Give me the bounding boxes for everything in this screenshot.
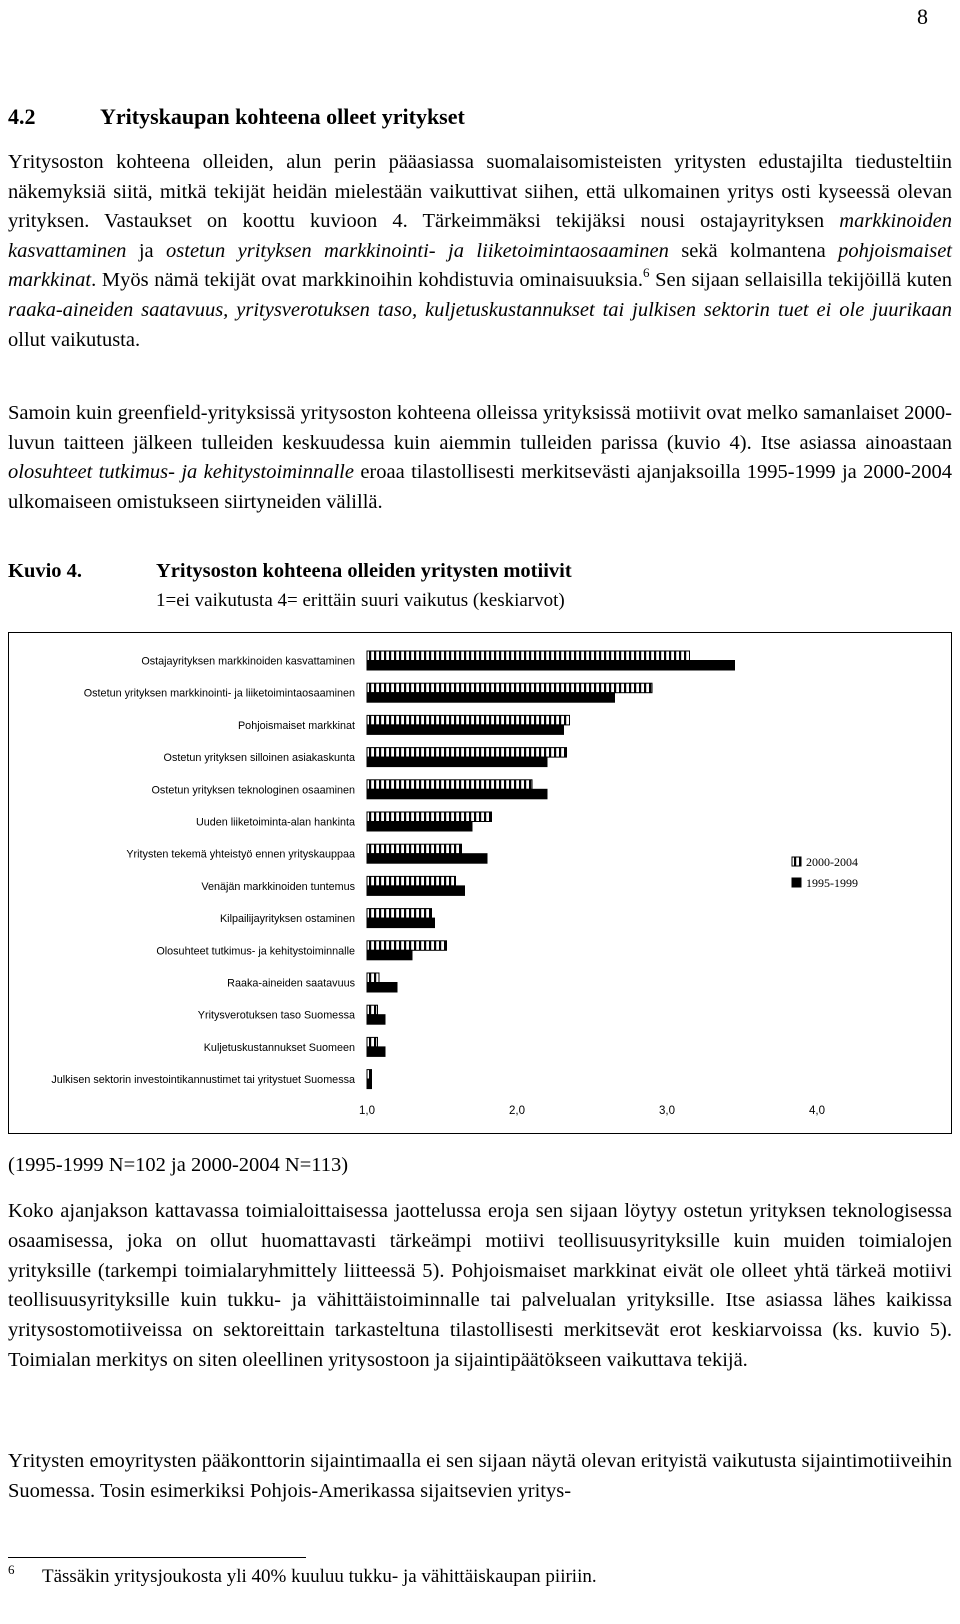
bar-2000-2004 <box>367 941 447 951</box>
bar-2000-2004 <box>367 1037 378 1047</box>
text-run: Sen sijaan sellaisilla tekijöillä kuten <box>649 269 952 292</box>
x-tick-label: 4,0 <box>809 1105 825 1117</box>
footnote-text: Tässäkin yritysjoukosta yli 40% kuuluu tukku- ja vähittäiskaupan piiriin. <box>42 1566 597 1587</box>
section-heading <box>8 104 465 130</box>
bar-1995-1999 <box>367 1079 372 1089</box>
footnote-divider <box>8 1557 306 1558</box>
category-label: Ostetun yrityksen silloinen asiakaskunta <box>163 752 355 765</box>
text-run: eroaa tilastollisesti merkitsevästi ajanjaksoilla 1995-1999 ja 2000-2004 ulkomaiseen omistukseen siirtyneiden välillä. <box>8 461 952 513</box>
bar-2000-2004 <box>367 1070 372 1080</box>
bar-1995-1999 <box>367 693 615 703</box>
bar-2000-2004 <box>367 812 492 822</box>
category-label: Julkisen sektorin investointikannustimet tai yritystuet Suomessa <box>51 1074 355 1087</box>
text-run: Samoin kuin greenfield-yrityksissä yritysoston kohteena olleissa yrityksissä motiivit ovat melko samanlaiset 2000-luvun taitteen jälkeen tulleiden keskuudessa kuin aiemmin tulleiden parissa (kuvio 4). Itse asiassa ainoastaan <box>8 402 952 454</box>
bar-2000-2004 <box>367 715 570 725</box>
sample-size-note: (1995-1999 N=102 ja 2000-2004 N=113) <box>8 1154 349 1176</box>
category-label: Ostajayrityksen markkinoiden kasvattaminen <box>141 655 355 668</box>
body-paragraph: Koko ajanjakson kattavassa toimialoittaisessa jaottelussa eroja sen sijaan löytyy ostetun yrityksen teknologisessa osaamisessa, joka on ollut huomattavasti tärkeämpi motiivi teollisuusyrityksille kuin muiden toimialojen yrityksille (tarkempi toimialaryhmittely liitteessä 5). Pohjoismaiset markkinat eivät ole olleet yhtä tärkeä motiivi teollisuusyrityksille kuin tukku- ja vähittäistoiminnalle tai palvelualan yrityksille. Itse asiassa lähes kaikissa yritysostomotiiveissa on sektoreittain tarkasteltuna tilastollisesti merkitsevät erot keskiarvoissa (ks. kuvio 5). Toimialan merkitys on siten oleellinen yritysostoon ja sijaintipäätökseen vaikuttava tekijä. <box>8 1200 952 1371</box>
body-paragraph <box>8 148 952 355</box>
bar-1995-1999 <box>367 661 735 671</box>
category-label: Ostetun yrityksen markkinointi- ja liiketoimintaosaaminen <box>83 687 355 700</box>
legend-label: 1995-1999 <box>806 876 858 890</box>
bar-2000-2004 <box>367 973 379 983</box>
motives-bar-chart <box>9 633 953 1135</box>
body-paragraph: Yritysten emoyritysten pääkonttorin sijaintimaalla ei sen sijaan näytä olevan erityistä vaikutusta sijaintimotiiveihin Suomessa. Tosin esimerkiksi Pohjois-Amerikassa sijaitsevien yritys- <box>8 1450 952 1502</box>
bar-2000-2004 <box>367 651 690 661</box>
category-label: Kuljetuskustannukset Suomeen <box>203 1041 355 1054</box>
bar-1995-1999 <box>367 725 564 735</box>
figure-subtitle: 1=ei vaikutusta 4= erittäin suuri vaikutus (keskiarvot) <box>156 590 565 611</box>
section-number: 4.2 <box>8 104 36 129</box>
bar-1995-1999 <box>367 950 412 960</box>
italic-run: ostetun yrityksen markkinointi- ja liiketoimintaosaaminen <box>166 239 669 262</box>
bar-1995-1999 <box>367 854 487 864</box>
bar-2000-2004 <box>367 876 456 886</box>
text-run: Yritysoston kohteena olleiden, alun perin pääasiassa suomalaisomisteisten yritysten edustajilta tiedusteltiin näkemyksiä siitä, mitkä tekijät heidän mielestään vaikuttivat siihen, että ulkomainen yritys osti kyseessä olevan yrityksen. Vastaukset on koottu kuvioon 4. Tärkeimmäksi tekijäksi nousi ostajayrityksen <box>8 151 952 233</box>
category-label: Venäjän markkinoiden tuntemus <box>201 880 355 893</box>
category-label: Raaka-aineiden saatavuus <box>227 977 355 990</box>
bar-1995-1999 <box>367 789 547 799</box>
italic-run: raaka-aineiden saatavuus, yritysverotuksen taso, kuljetuskustannukset tai julkisen sektorin tuet ei ole juurikaan <box>8 298 952 321</box>
category-label: Kilpailijayrityksen ostaminen <box>219 913 355 926</box>
bar-1995-1999 <box>367 886 465 896</box>
bar-2000-2004 <box>367 1005 378 1015</box>
legend-swatch <box>792 878 801 887</box>
x-tick-label: 3,0 <box>659 1105 675 1117</box>
italic-run: olosuhteet tutkimus- ja kehitystoiminnalle <box>8 461 354 484</box>
footnote-mark: 6 <box>8 1562 15 1577</box>
text-run: ja <box>126 239 167 262</box>
bar-1995-1999 <box>367 1047 385 1057</box>
category-label: Pohjoismaiset markkinat <box>237 719 355 732</box>
bar-2000-2004 <box>367 909 432 919</box>
footnote-reference[interactable]: 6 <box>642 264 650 280</box>
category-label: Uuden liiketoiminta-alan hankinta <box>195 816 355 829</box>
text-run: sekä kolmantena <box>668 239 839 262</box>
bar-2000-2004 <box>367 780 532 790</box>
bar-2000-2004 <box>367 844 462 854</box>
italic-run: pohjoismaiset markkinat <box>8 239 952 292</box>
chart-container <box>8 632 952 1134</box>
category-label: Ostetun yrityksen teknologinen osaaminen <box>151 784 355 797</box>
footnote <box>8 1562 597 1588</box>
x-tick-label: 2,0 <box>509 1105 525 1117</box>
italic-run: markkinoiden kasvattaminen <box>8 210 952 262</box>
category-label: Yritysten tekemä yhteistyö ennen yrityskauppaa <box>126 848 355 861</box>
text-run: . Myös nämä tekijät ovat markkinoihin kohdistuvia ominaisuuksia. <box>91 269 643 292</box>
legend-label: 2000-2004 <box>806 855 858 869</box>
text-run: ollut vaikutusta. <box>8 328 141 351</box>
bar-1995-1999 <box>367 1015 385 1024</box>
bar-1995-1999 <box>367 918 435 928</box>
category-label: Olosuhteet tutkimus- ja kehitystoiminnalle <box>156 945 355 958</box>
section-title: Yrityskaupan kohteena olleet yritykset <box>100 104 465 129</box>
body-paragraph <box>8 399 952 517</box>
page-number: 8 <box>917 4 928 29</box>
figure-label: Kuvio 4. <box>8 560 83 582</box>
bar-1995-1999 <box>367 757 547 767</box>
bar-2000-2004 <box>367 748 567 758</box>
figure-title: Yritysoston kohteena olleiden yritysten motiivit <box>156 560 572 582</box>
bar-1995-1999 <box>367 822 472 832</box>
category-label: Yritysverotuksen taso Suomessa <box>197 1009 355 1022</box>
bar-2000-2004 <box>367 683 652 693</box>
x-tick-label: 1,0 <box>359 1105 375 1117</box>
legend-swatch <box>792 857 801 866</box>
bar-1995-1999 <box>367 983 397 993</box>
